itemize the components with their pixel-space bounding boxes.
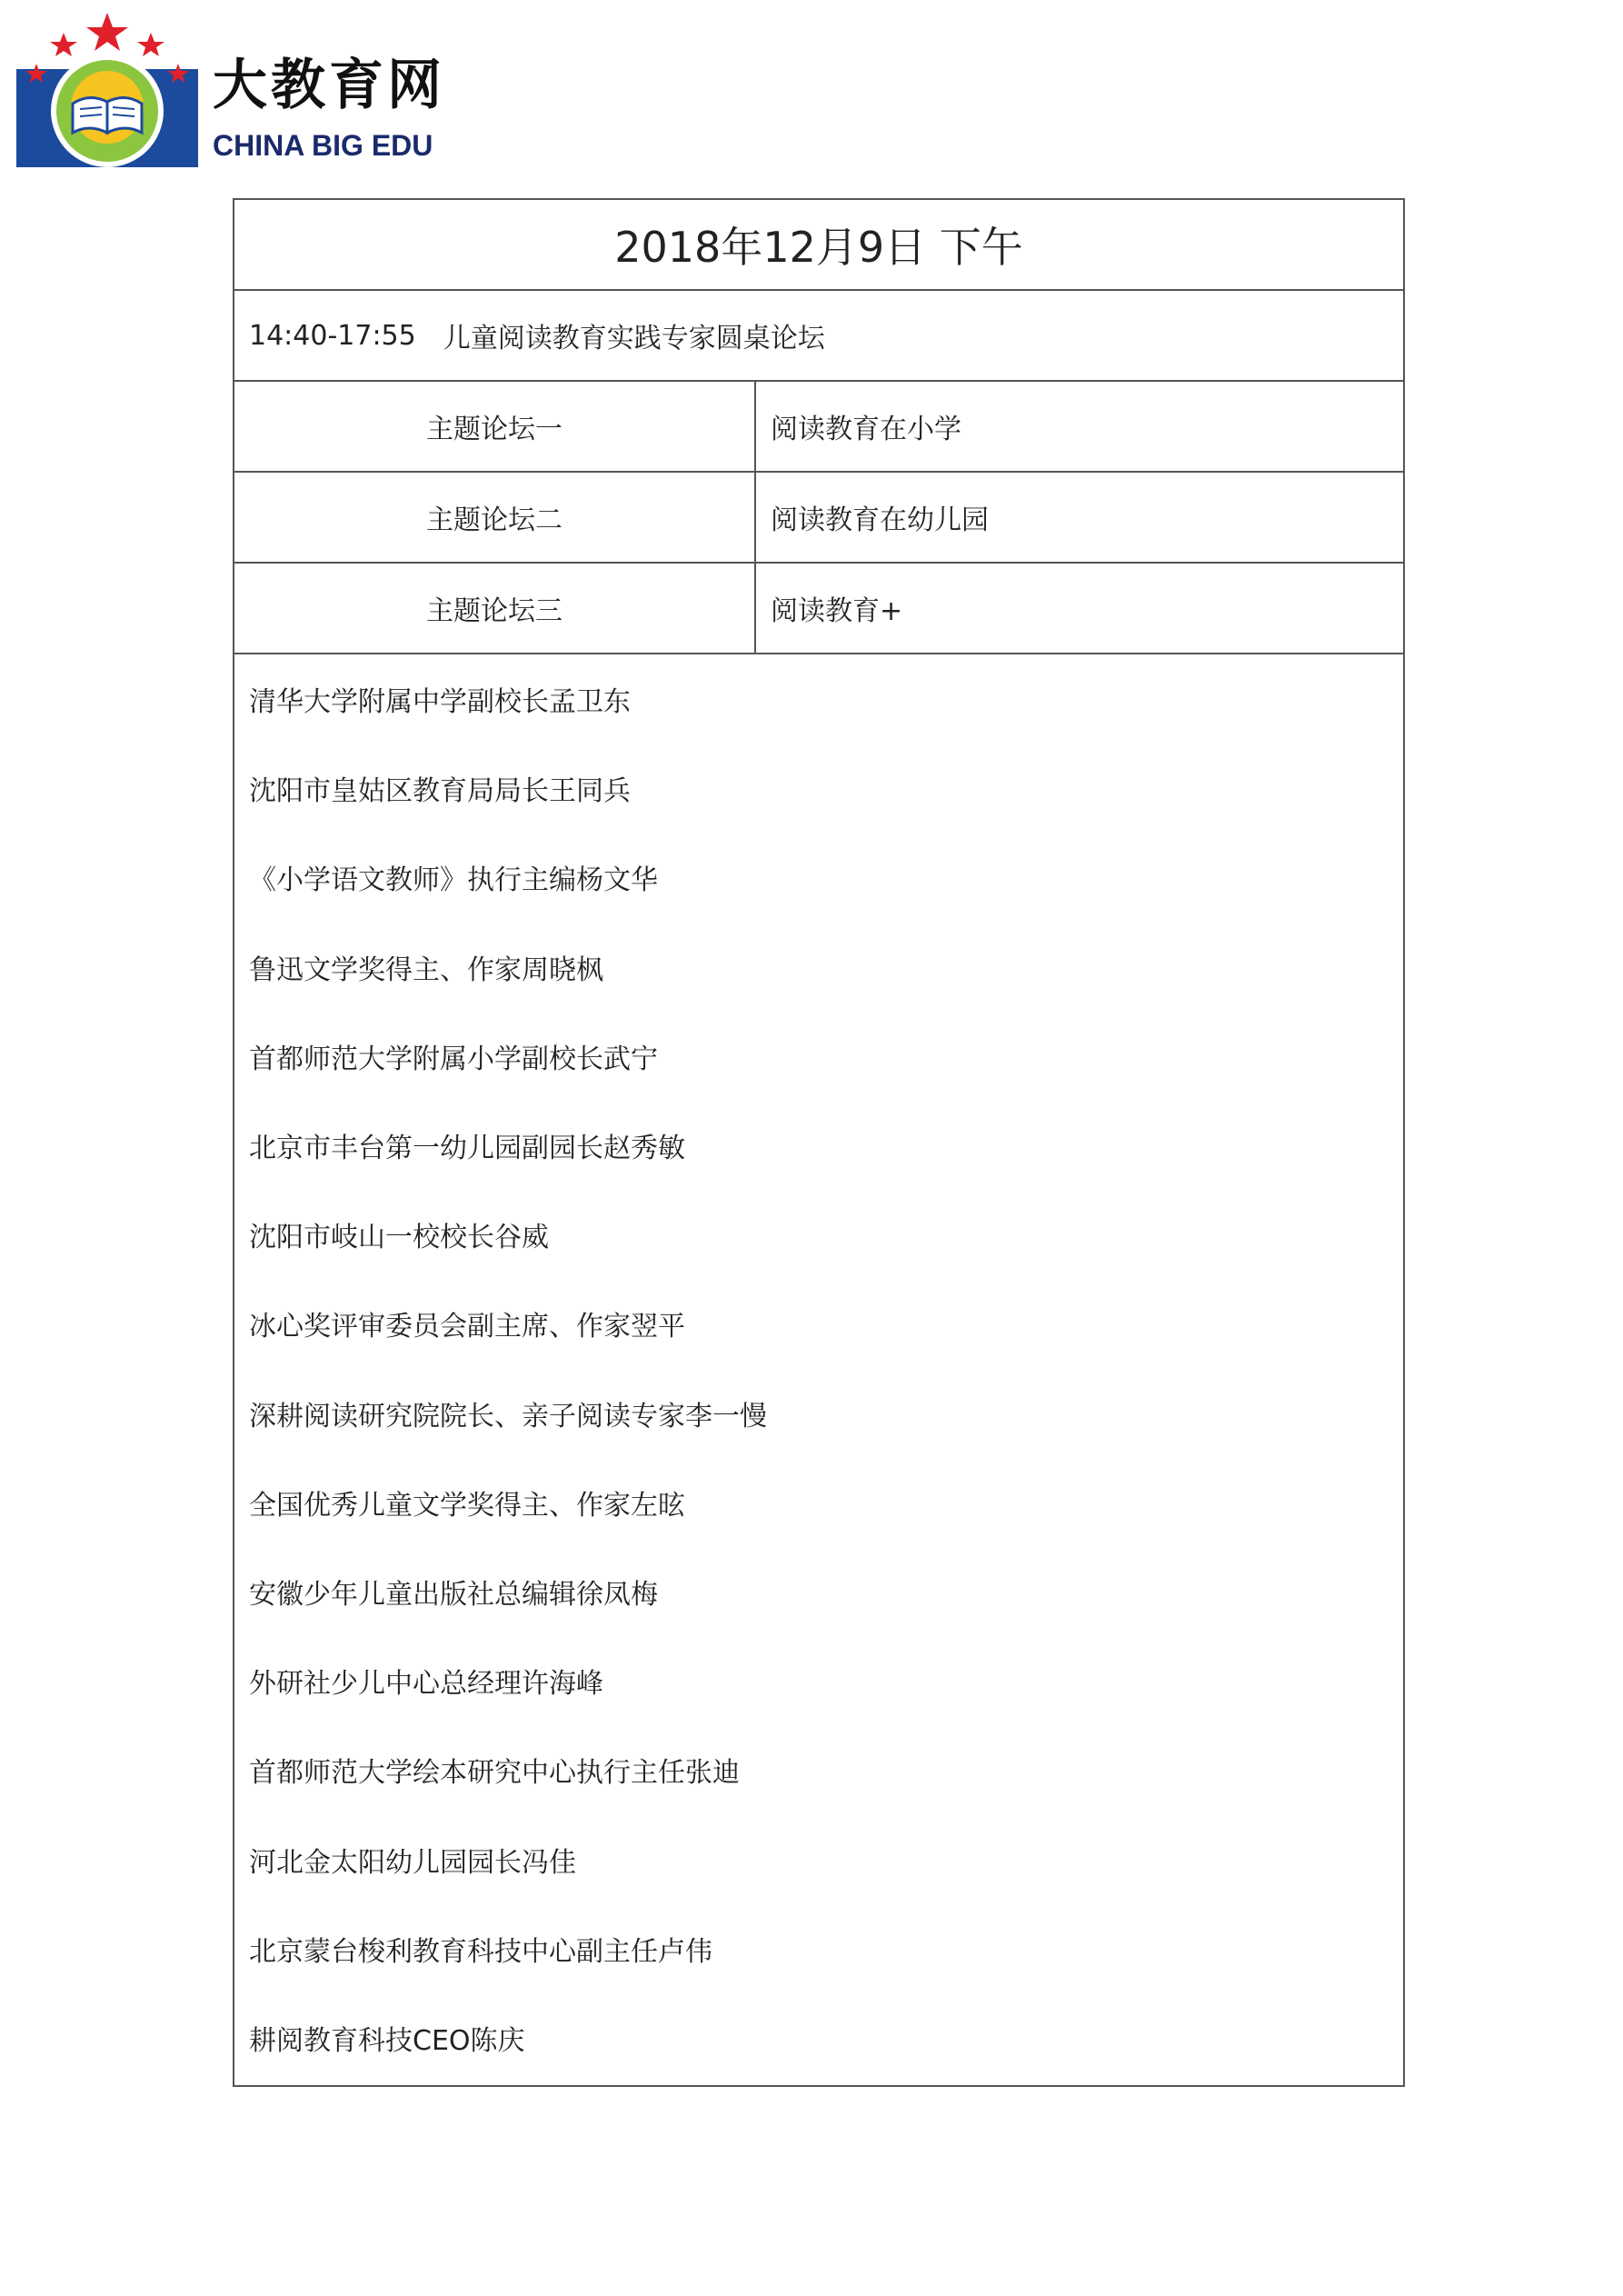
guest-item: 清华大学附属中学副校长孟卫东 <box>249 686 631 719</box>
forum-topic: 阅读教育在小学 <box>771 414 961 445</box>
session-time: 14:40-17:55 <box>249 319 416 352</box>
guest-item: 冰心奖评审委员会副主席、作家翌平 <box>249 1311 685 1343</box>
forum-row <box>234 564 1403 654</box>
forum-name: 主题论坛三 <box>234 564 756 653</box>
forum-topic: 阅读教育+ <box>771 595 903 627</box>
guest-item: 《小学语文教师》执行主编杨文华 <box>249 864 658 897</box>
guest-item: 深耕阅读研究院院长、亲子阅读专家李一慢 <box>249 1400 767 1433</box>
guest-item: 北京蒙台梭利教育科技中心副主任卢伟 <box>249 1935 712 1968</box>
guest-item: 耕阅教育科技CEO陈庆 <box>249 2024 525 2057</box>
guest-item: 沈阳市皇姑区教育局局长王同兵 <box>249 775 631 808</box>
forum-row <box>234 473 1403 564</box>
logo-name-en: CHINA BIG EDU <box>213 129 433 162</box>
schedule-date: 2018年12月9日 下午 <box>614 223 1023 272</box>
logo-emblem-icon <box>16 13 198 167</box>
guest-item: 全国优秀儿童文学奖得主、作家左昡 <box>249 1489 685 1522</box>
forum-name: 主题论坛一 <box>234 382 756 471</box>
guest-item: 安徽少年儿童出版社总编辑徐凤梅 <box>249 1578 658 1611</box>
guest-item: 外研社少儿中心总经理许海峰 <box>249 1668 603 1701</box>
guest-item: 首都师范大学绘本研究中心执行主任张迪 <box>249 1757 740 1790</box>
session-title: 儿童阅读教育实践专家圆桌论坛 <box>443 323 825 354</box>
guest-item: 沈阳市岐山一校校长谷威 <box>249 1222 549 1254</box>
forum-topic: 阅读教育在幼儿园 <box>771 504 989 536</box>
forum-row <box>234 382 1403 473</box>
guest-list <box>234 654 1403 2082</box>
guest-item: 鲁迅文学奖得主、作家周晓枫 <box>249 953 603 986</box>
guest-item: 首都师范大学附属小学副校长武宁 <box>249 1043 658 1075</box>
logo-name-cn: 大教育网 <box>213 54 445 117</box>
forum-name: 主题论坛二 <box>234 473 756 562</box>
schedule-table <box>233 198 1405 2087</box>
site-logo[interactable] <box>16 13 489 167</box>
session-row <box>234 291 1403 382</box>
date-row <box>234 200 1403 291</box>
guest-item: 北京市丰台第一幼儿园副园长赵秀敏 <box>249 1133 685 1165</box>
guest-item: 河北金太阳幼儿园园长冯佳 <box>249 1846 576 1879</box>
